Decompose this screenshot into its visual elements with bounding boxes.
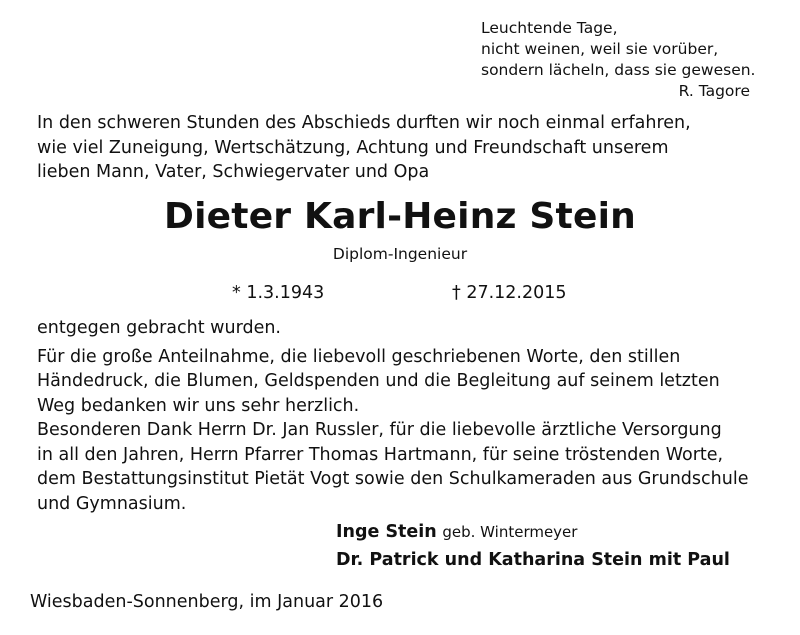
signatory-wife-name: Inge Stein: [336, 522, 437, 542]
quote-line: nicht weinen, weil sie vorüber,: [481, 40, 719, 58]
quote-author: R. Tagore: [678, 82, 750, 100]
body-line: und Gymnasium.: [37, 493, 187, 514]
body-line: Weg bedanken wir uns sehr herzlich.: [37, 395, 360, 416]
deceased-title: Diplom-Ingenieur: [332, 245, 468, 263]
intro-line: lieben Mann, Vater, Schwiegervater und Opa: [37, 162, 430, 182]
body-first-line: entgegen gebracht wurden.: [37, 318, 281, 338]
body-line: Besonderen Dank Herrn Dr. Jan Russler, für die liebevolle ärztliche Versorgung: [37, 420, 722, 440]
body-line: dem Bestattungsinstitut Pietät Vogt sowie den Schulkameraden aus Grundschule: [37, 469, 749, 489]
signatory-wife-maiden-name: geb. Wintermeyer: [442, 523, 578, 541]
body-line: Für die große Anteilnahme, die liebevoll geschriebenen Worte, den stillen: [37, 346, 681, 367]
death-date: † 27.12.2015: [452, 283, 567, 303]
intro-line: wie viel Zuneigung, Wertschätzung, Achtung und Freundschaft unserem: [37, 137, 669, 158]
signatories: [336, 520, 730, 573]
body-line: in all den Jahren, Herrn Pfarrer Thomas Hartmann, für seine tröstenden Worte,: [37, 444, 724, 465]
signatory-family: Dr. Patrick und Katharina Stein mit Paul: [336, 550, 730, 570]
deceased-name: Dieter Karl-Heinz Stein: [164, 196, 636, 237]
quote-line: sondern lächeln, dass sie gewesen.: [481, 61, 756, 79]
birth-date: * 1.3.1943: [232, 283, 325, 303]
quote-line: Leuchtende Tage,: [481, 19, 618, 37]
tagore-quote: [481, 18, 781, 102]
place-and-date: Wiesbaden-Sonnenberg, im Januar 2016: [30, 592, 384, 612]
intro-line: In den schweren Stunden des Abschieds durften wir noch einmal erfahren,: [37, 113, 691, 133]
thanks-paragraph: [37, 316, 782, 516]
body-line: Händedruck, die Blumen, Geldspenden und die Begleitung auf seinem letzten: [37, 371, 720, 391]
signatory-wife: [336, 520, 730, 544]
intro-paragraph: [37, 111, 777, 185]
